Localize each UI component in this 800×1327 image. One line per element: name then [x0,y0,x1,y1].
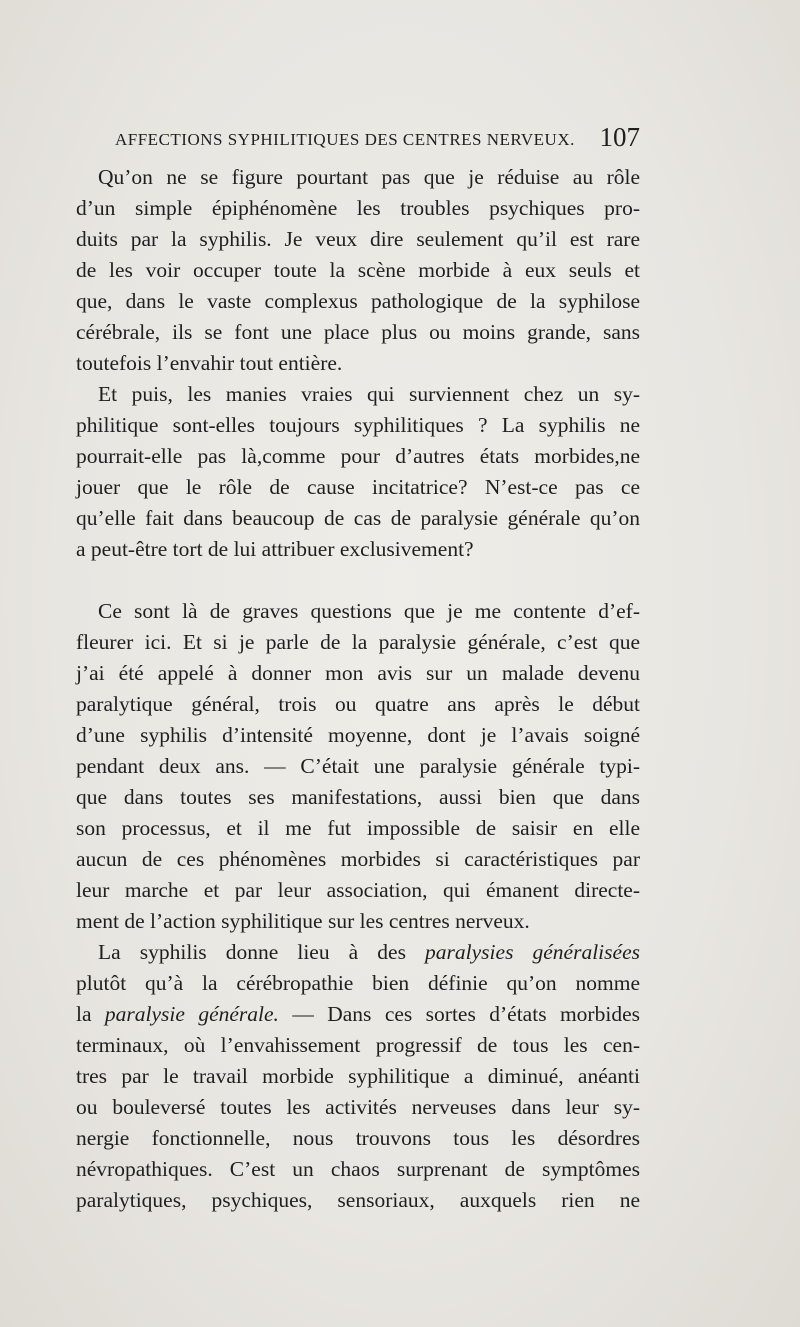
text-line: Ce sont là de graves questions que je me contente d’ef- [98,599,640,623]
text-line: pendant deux ans. — C’était une paralysie générale typi- [76,754,640,778]
running-title: AFFECTIONS SYPHILITIQUES DES CENTRES NERVEUX. [115,130,575,149]
text-line: ment de l’action syphilitique sur les centres nerveux. [76,909,530,933]
text-line: de les voir occuper toute la scène morbide à eux seuls et [76,258,640,282]
italic-phrase: paralysie générale. [104,1002,279,1026]
text-line: plutôt qu’à la cérébropathie bien définie qu’on nomme [76,971,640,995]
text-line: aucun de ces phénomènes morbides si caractéristiques par [76,847,640,871]
text-line: que, dans le vaste complexus pathologique de la syphilose [76,289,640,313]
text-line: nergie fonctionnelle, nous trouvons tous les désordres [76,1126,640,1150]
text-line: paralytiques, psychiques, sensoriaux, auxquels rien ne [76,1188,640,1212]
text-run: — Dans ces sortes d’états morbides [278,1002,640,1026]
text-line: j’ai été appelé à donner mon avis sur un malade devenu [76,661,640,685]
text-line: tres par le travail morbide syphilitique a diminué, anéanti [76,1064,640,1088]
text-line: Qu’on ne se figure pourtant pas que je réduise au rôle [98,165,640,189]
text-line: paralytique général, trois ou quatre ans après le début [76,692,640,716]
text-line: que dans toutes ses manifestations, aussi bien que dans [76,785,640,809]
text-line [98,937,640,968]
text-line: cérébrale, ils se font une place plus ou moins grande, sans [76,320,640,344]
text-run: la [76,1002,105,1026]
text-line: qu’elle fait dans beaucoup de cas de paralysie générale qu’on [76,506,640,530]
text-line: d’un simple épiphénomène les troubles psychiques pro- [76,196,640,220]
italic-phrase: paralysies généralisées [425,940,640,964]
text-line: terminaux, où l’envahissement progressif de tous les cen- [76,1033,640,1057]
text-line: pourrait-elle pas là,comme pour d’autres états morbides,ne [76,444,640,468]
text-line: philitique sont-elles toujours syphilitiques ? La syphilis ne [76,413,640,437]
text-line: Et puis, les manies vraies qui surviennent chez un sy- [98,382,640,406]
page-header [115,122,640,158]
text-line: leur marche et par leur association, qui émanent directe- [76,878,640,902]
text-line [76,999,640,1030]
text-line: jouer que le rôle de cause incitatrice? N’est-ce pas ce [76,475,640,499]
text-line: fleurer ici. Et si je parle de la paralysie générale, c’est que [76,630,640,654]
text-line: névropathiques. C’est un chaos surprenant de symptômes [76,1157,640,1181]
text-run: La syphilis donne lieu à des [98,940,426,964]
text-line: ou bouleversé toutes les activités nerveuses dans leur sy- [76,1095,640,1119]
page-number: 107 [599,122,640,152]
text-line: son processus, et il me fut impossible de saisir en elle [76,816,640,840]
text-line: toutefois l’envahir tout entière. [76,351,343,375]
text-line: d’une syphilis d’intensité moyenne, dont je l’avais soigné [76,723,640,747]
text-line: duits par la syphilis. Je veux dire seulement qu’il est rare [76,227,640,251]
text-line: a peut-être tort de lui attribuer exclusivement? [76,537,474,561]
